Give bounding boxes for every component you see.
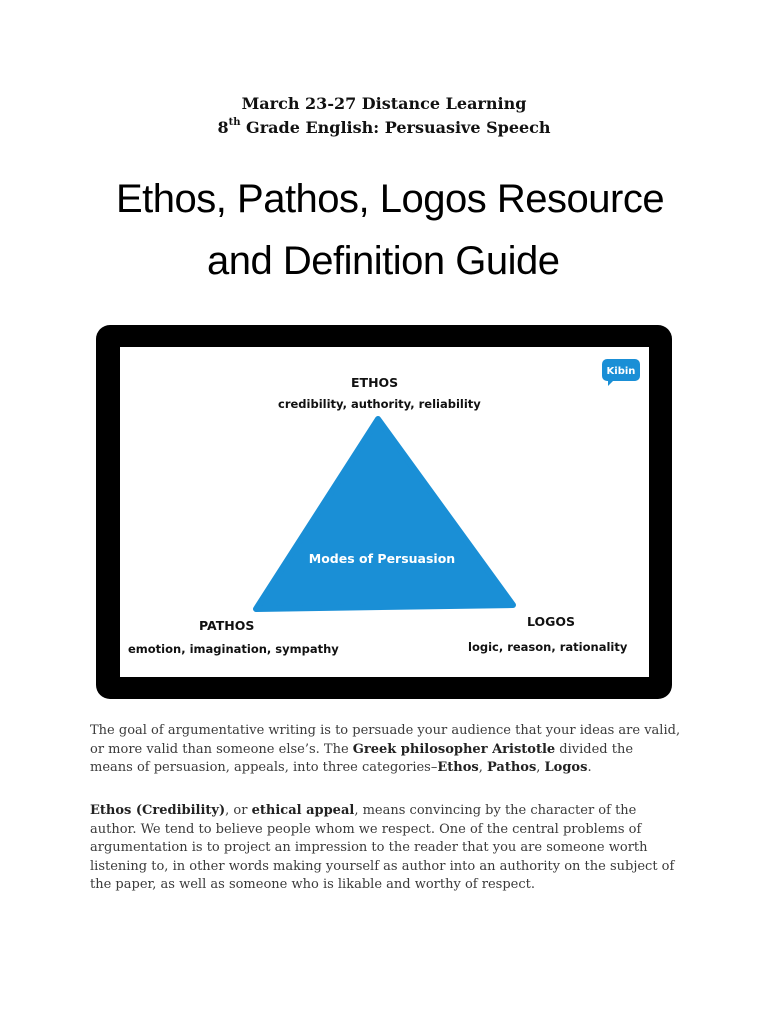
ethos-line-2: author. We tend to believe people whom we respect. One of the central problems of xyxy=(90,821,642,837)
title-line-1: Ethos, Pathos, Logos Resource xyxy=(116,177,665,221)
ethos-line-5: the paper, as well as someone who is likable and worthy of respect. xyxy=(90,877,535,892)
header-course-line xyxy=(0,116,768,140)
ethos-term: Ethos xyxy=(437,760,479,775)
aristotle-term: Greek philosopher Aristotle xyxy=(352,741,556,757)
ethos-line-4: listening to, in other words making yourself as author into an authority on the subject of xyxy=(90,858,675,874)
ethos-text: , or xyxy=(225,803,252,818)
intro-line-2 xyxy=(90,741,680,760)
logos-description: logic, reason, rationality xyxy=(468,640,628,654)
intro-text: or more valid than someone else’s. The xyxy=(90,741,353,757)
title-line-2: and Definition Guide xyxy=(207,239,560,283)
ethos-line-1 xyxy=(90,802,680,821)
header-course-name: Grade English: Persuasive Speech xyxy=(240,118,551,137)
persuasion-triangle xyxy=(256,419,513,609)
ethos-text: , means convincing by the character of the xyxy=(354,803,637,818)
ethos-heading: ETHOS xyxy=(351,375,399,390)
intro-line-3 xyxy=(90,759,680,778)
intro-text: , xyxy=(478,760,487,775)
header-grade-suffix: th xyxy=(228,116,241,128)
intro-text: divided the xyxy=(555,741,634,757)
ethical-appeal-term: ethical appeal xyxy=(251,803,355,818)
pathos-description: emotion, imagination, sympathy xyxy=(128,642,339,656)
pathos-heading: PATHOS xyxy=(199,618,255,633)
diagram-frame xyxy=(96,325,672,699)
diagram-screen xyxy=(120,347,649,677)
ethos-credibility-term: Ethos (Credibility) xyxy=(90,803,226,818)
kibin-logo-icon xyxy=(602,359,640,386)
logos-heading: LOGOS xyxy=(527,614,576,629)
intro-line-1: The goal of argumentative writing is to persuade your audience that your ideas are valid, xyxy=(90,723,681,738)
intro-text: means of persuasion, appeals, into three categories– xyxy=(90,760,438,775)
ethos-line-3: argumentation is to project an impression to the reader that you are someone worth xyxy=(90,840,648,855)
pathos-term: Pathos xyxy=(486,760,537,775)
ethos-description: credibility, authority, reliability xyxy=(278,397,481,411)
intro-text: . xyxy=(587,760,592,775)
logos-term: Logos xyxy=(544,760,588,775)
kibin-logo-text: Kibin xyxy=(606,366,636,377)
intro-paragraph xyxy=(90,722,680,778)
modes-of-persuasion-label: Modes of Persuasion xyxy=(308,551,456,566)
ethos-paragraph xyxy=(90,802,680,895)
intro-text: , xyxy=(536,760,545,775)
document-header xyxy=(0,92,768,140)
header-grade-number: 8 xyxy=(217,118,229,137)
header-date-line: March 23-27 Distance Learning xyxy=(241,94,527,113)
